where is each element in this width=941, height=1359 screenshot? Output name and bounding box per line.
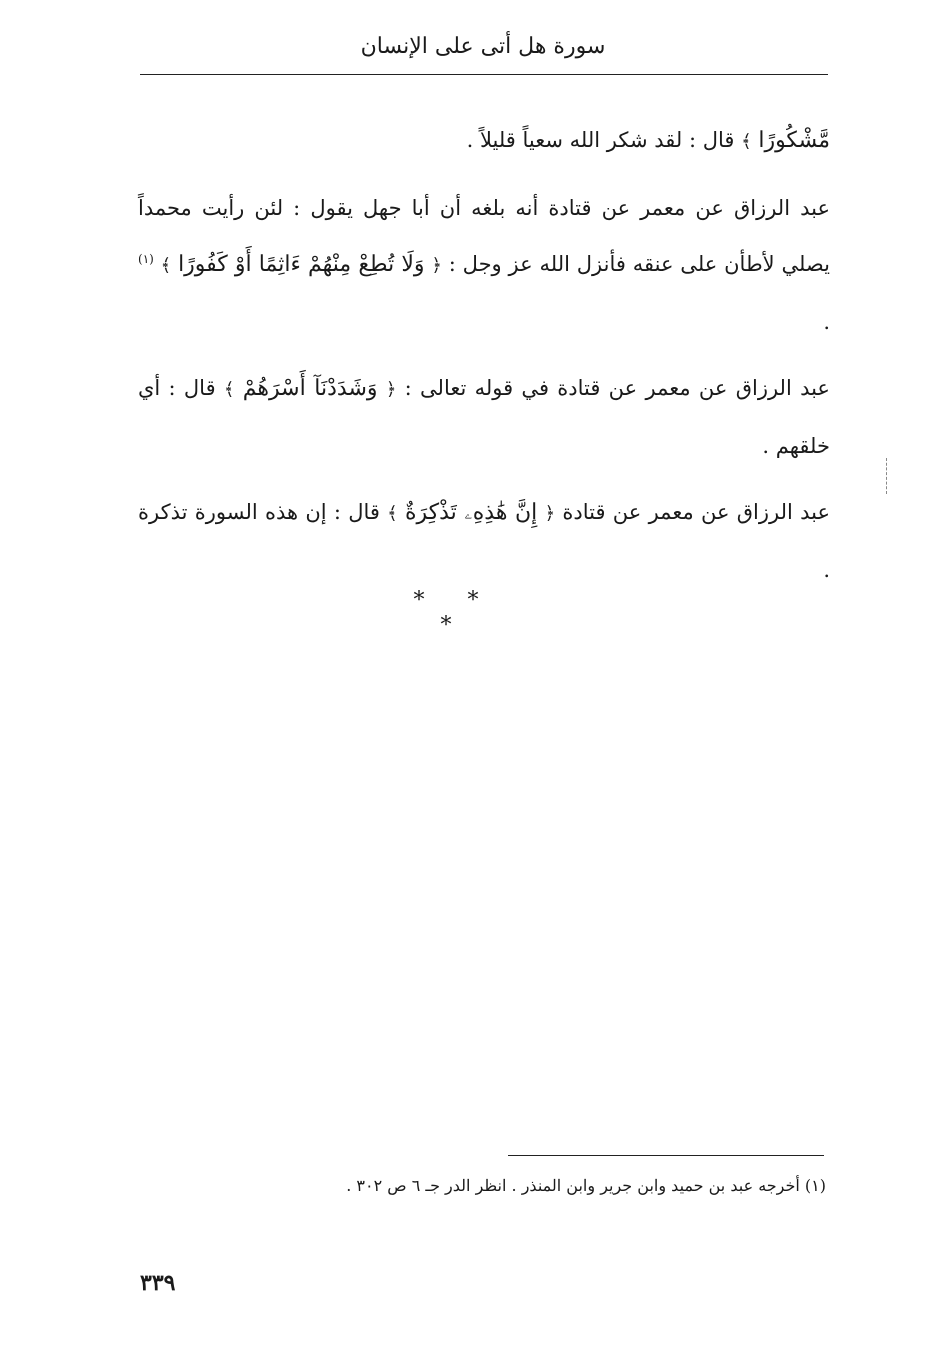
paragraph-text: عبد الرزاق عن معمر عن قتادة xyxy=(562,500,830,524)
paragraph-text: عبد الرزاق عن معمر عن قتادة في قوله تعالى : xyxy=(404,376,830,400)
paragraph-text: . xyxy=(823,310,830,334)
section-separator: * * * xyxy=(413,588,497,638)
verse-open-bracket: ﴿ xyxy=(544,503,556,524)
quran-verse: مَّشْكُورًا xyxy=(758,128,830,153)
verse-close-bracket: ﴾ xyxy=(223,379,235,400)
verse-close-bracket: ﴾ xyxy=(741,131,752,152)
footnote: (١) أخرجه عبد بن حميد وابن جرير وابن المنذر . انظر الدر جـ ٦ ص ٣٠٢ . xyxy=(346,1176,826,1195)
footnote-rule xyxy=(508,1155,824,1156)
page-header-title: سورة هل أتى على الإنسان xyxy=(360,34,606,59)
quran-verse: وَلَا تُطِعْ مِنْهُمْ ءَاثِمًا أَوْ كَفُورًا xyxy=(178,252,425,277)
paragraph-text: قال : أي خلقهم . xyxy=(138,376,830,458)
verse-open-bracket: ﴿ xyxy=(385,379,397,400)
paragraph-1 xyxy=(138,112,830,170)
paragraph-4 xyxy=(138,484,830,598)
header-rule xyxy=(140,74,828,75)
footnote-reference[interactable]: (١) xyxy=(138,252,154,266)
verse-open-bracket: ﴿ xyxy=(431,255,442,276)
quran-verse: إِنَّ هَٰذِهِۦ تَذْكِرَةٌ xyxy=(405,500,538,525)
margin-mark xyxy=(886,458,887,494)
verse-close-bracket: ﴾ xyxy=(160,255,172,276)
paragraph-text: قال : إن هذه السورة تذكرة . xyxy=(138,500,830,582)
main-text xyxy=(138,112,830,608)
page-number: ٣٣٩ xyxy=(140,1270,176,1296)
paragraph-3 xyxy=(138,360,830,474)
verse-close-bracket: ﴾ xyxy=(387,503,398,524)
paragraph-text: عبد الرزاق عن معمر عن قتادة أنه بلغه أن أبا جهل يقول : لئن رأيت محمداً يصلي لأطأن على عنقه فأنزل الله عز وجل : xyxy=(138,196,830,276)
paragraph-text: قال : لقد شكر الله سعياً قليلاً . xyxy=(466,128,735,152)
quran-verse: وَشَدَدْنَآ أَسْرَهُمْ xyxy=(242,376,378,401)
paragraph-2 xyxy=(138,180,830,350)
